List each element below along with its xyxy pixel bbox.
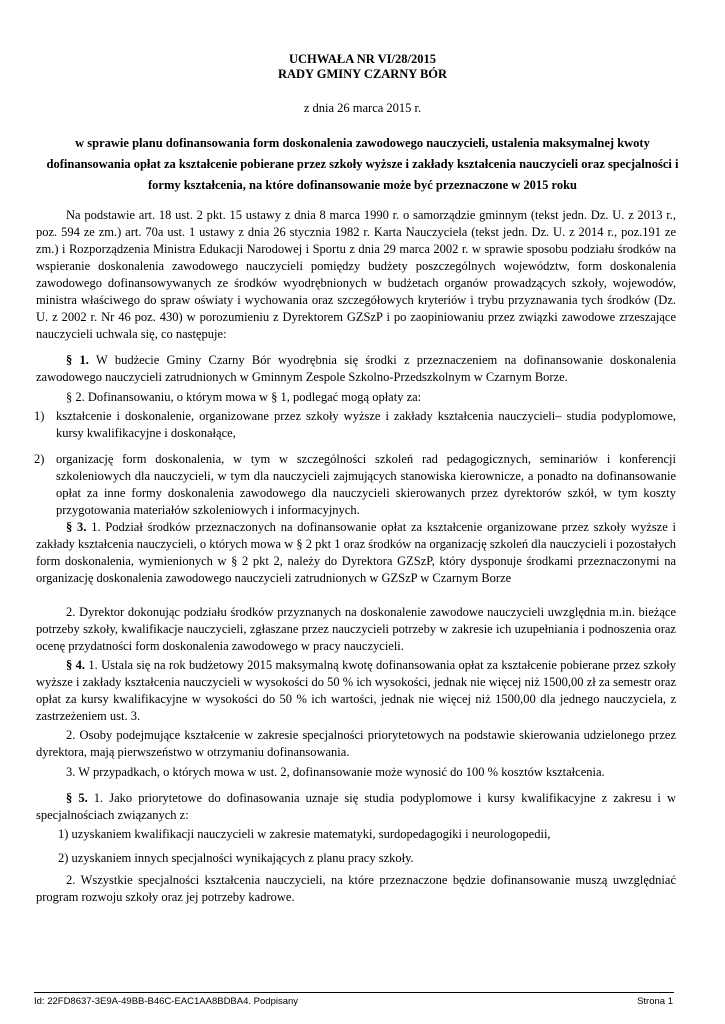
section-4-paragraph-3: 3. W przypadkach, o których mowa w ust. 2, dofinansowanie może wynosić do 100 % kosztów kształcenia. (66, 765, 605, 779)
section-3-paragraph-2: 2. Dyrektor dokonując podziału środków przyznanych na doskonalenie zawodowe nauczycieli uwzględnia m.in. bieżące potrzeby szkoły, kwalifikacje nauczycieli, zgłaszane przez nauczycieli potrzeby w zakresie ich uzupełniania i podnoszenia oraz ocenę przydatności form doskonalenia zawodowego w pracy nauczycieli. (36, 605, 676, 653)
council-name: RADY GMINY CZARNY BÓR (277, 67, 448, 81)
footer-divider (34, 992, 674, 993)
section-1-mark: § 1. (66, 353, 89, 367)
resolution-date: z dnia 26 marca 2015 r. (303, 101, 422, 115)
preamble: Na podstawie art. 18 ust. 2 pkt. 15 ustawy z dnia 8 marca 1990 r. o samorządzie gminnym (tekst jedn. Dz. U. z 2013 r., poz. 594 ze zm.) art. 70a ust. 1 ustawy z dnia 26 stycznia 1982 r. Karta Nauczyciela (tekst jedn. Dz. U. z 2014 r., poz.191 ze zm.) i Rozporządzenia Ministra Edukacji Narodowej i Sportu z dnia 29 marca 2002 r. w sprawie sposobu podziału środków na wspieranie doskonalenia zawodowego nauczycieli pomiędzy budżety poszczególnych województw, form doskonalenia zawodowego dofinansowywanych ze środków wyodrębnionych w budżetach organów prowadzących szkoły, wojewodów, ministra właściwego do spraw oświaty i wychowania oraz szczegółowych kryteriów i trybu przyznawania tych środków (Dz. U. z 2002 r. Nr 46 poz. 430) w porozumieniu z Dyrektorem GZSzP i po zaopiniowaniu przez związki zawodowe zrzeszające nauczycieli uchwala się, co następuje: (36, 208, 676, 341)
section-4 (36, 657, 676, 725)
section-5 (36, 790, 676, 824)
section-1-text: W budżecie Gminy Czarny Bór wyodrębnia się środki z przeznaczeniem na dofinansowanie doskonalenia zawodowego nauczycieli zatrudnionych w Gminnym Zespole Szkolno-Przedszkolnym w Czarnym Borze. (36, 353, 677, 384)
section-4-text: 1. Ustala się na rok budżetowy 2015 maksymalną kwotę dofinansowania opłat za kształcenie pobierane przez szkoły wyższe i zakłady kształcenia nauczycieli w wysokości do 50 % ich wysokości, jednak nie więcej niż 1500,00 zł za semestr oraz opłat za kursy kwalifikacyjne w wysokości do 50 % ich wartości, jednak nie więcej niż 1500,00 dla jednego nauczyciela, z zastrzeżeniem ust. 3. (36, 658, 677, 723)
section-3-mark: § 3. (66, 520, 87, 534)
section-3-text: 1. Podział środków przeznaczonych na dofinansowanie opłat za kształcenie organizowane przez szkoły wyższe i zakłady kształcenia nauczycieli, o których mowa w § 2 pkt 1 oraz środków na organizację szkoleń dla nauczycieli i pozostałych form doskonalenia, wymienionych w § 2 pkt 2, należy do Dyrektora GZSzP, który dysponuje środkami przeznaczonymi na organizację doskonalenia zawodowego nauczycieli zatrudnionych w GZSzP w Czarnym Borze (36, 520, 677, 585)
section-5-mark: § 5. (66, 791, 88, 805)
section-4-paragraph-2: 2. Osoby podejmujące kształcenie w zakresie specjalności priorytetowych na podstawie skierowania udzielonego przez dyrektora, mają pierwszeństwo w otrzymaniu dofinansowania. (36, 728, 676, 759)
item-number: 2) (34, 452, 45, 466)
page-number: Strona 1 (637, 996, 673, 1007)
section-2-item-1 (34, 408, 676, 442)
section-2-intro: § 2. Dofinansowaniu, o którym mowa w § 1, podlegać mogą opłaty za: (66, 390, 422, 404)
section-3 (36, 519, 676, 587)
item-text: kształcenie i doskonalenie, organizowane przez szkoły wyższe i zakłady kształcenia nauczycieli– studia podyplomowe, kursy kwalifikacyjne i doskonałące, (56, 409, 676, 440)
section-5-item-2: 2) uzyskaniem innych specjalności wynikających z planu pracy szkoły. (58, 851, 414, 865)
section-5-paragraph-2: 2. Wszystkie specjalności kształcenia nauczycieli, na które przeznaczone będzie dofinansowanie muszą uwzględniać program rozwoju szkoły oraz jej potrzeby kadrowe. (36, 873, 676, 904)
resolution-number: UCHWAŁA NR VI/28/2015 (288, 52, 436, 66)
resolution-subject: w sprawie planu dofinansowania form doskonalenia zawodowego nauczycieli, ustalenia maksymalnej kwoty dofinansowania opłat za kształcenie pobierane przez szkoły wyższe i zakłady kształcenia nauczycieli oraz specjalności i formy kształcenia, na które dofinansowanie może być przeznaczone w 2015 roku (46, 136, 679, 192)
section-1 (36, 352, 676, 386)
section-2-item-2 (34, 451, 676, 519)
item-number: 1) (34, 409, 45, 423)
section-5-item-1: 1) uzyskaniem kwalifikacji nauczycieli w zakresie matematyki, surdopedagogiki i neurologopedii, (58, 827, 551, 841)
section-4-mark: § 4. (66, 658, 86, 672)
item-text: organizację form doskonalenia, w tym w szczególności szkoleń rad pedagogicznych, seminariów i konferencji szkoleniowych dla nauczycieli, w tym dla nauczycieli zajmujących stanowiska kierownicze, a ponadto na dofinansowanie opłat za inne formy doskonalenia zawodowego dla nauczycieli skierowanych przez dyrektorów szkół, w tym koszty przygotowania materiałów szkoleniowych i informacyjnych. (56, 452, 676, 517)
section-5-text: 1. Jako priorytetowe do dofinasowania uznaje się studia podyplomowe i kursy kwalifikacyjne z zakresu i w specjalnościach związanych z: (36, 791, 677, 822)
document-id: Id: 22FD8637-3E9A-49BB-B46C-EAC1AA8BDBA4. Podpisany (34, 996, 299, 1007)
